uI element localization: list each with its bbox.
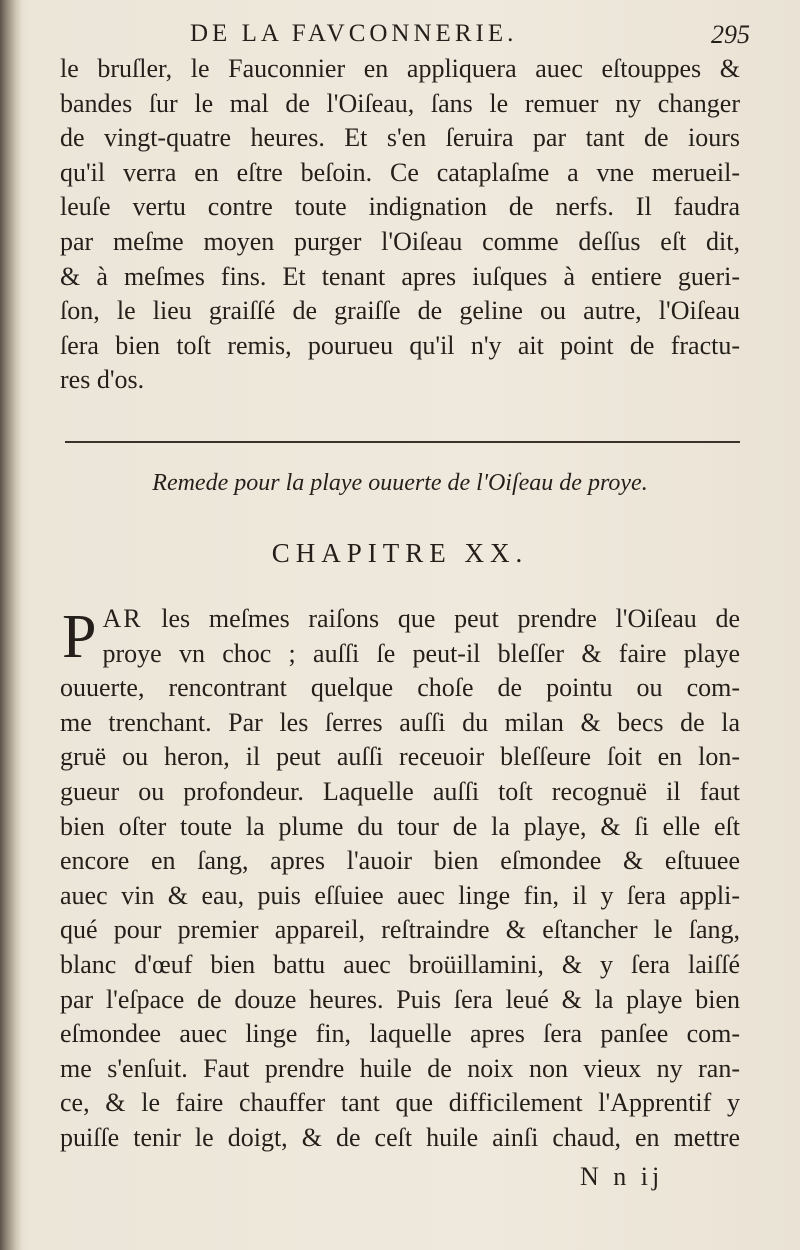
running-head [190, 20, 750, 54]
page-number: 295 [711, 20, 750, 49]
text-line: qu'il verra en eſtre beſoin. Ce cataplaſme a vne merueil- [60, 157, 740, 187]
book-spine-shadow [0, 0, 22, 1250]
text-line: auec vin & eau, puis eſſuiee auec linge fin, il y ſera appli- [60, 880, 740, 910]
chapter-heading: CHAPITRE XX. [271, 538, 529, 568]
text-line-content: les meſmes raiſons que peut prendre l'Oiſeau de [161, 604, 741, 633]
text-line: me trenchant. Par les ſerres auſſi du milan & becs de la [60, 707, 740, 737]
section-title: Remede pour la playe ouuerte de l'Oiſeau de proye. [152, 470, 648, 496]
text-line: ſera bien toſt remis, pourueu qu'il n'y ait point de fractu- [60, 330, 740, 360]
text-line: blanc d'œuf bien battu auec broüillamini, & y ſera laiſſé [60, 949, 740, 979]
text-line: de vingt-quatre heures. Et s'en ſeruira par tant de iours [60, 123, 740, 153]
text-line: leuſe vertu contre toute indignation de nerfs. Il faudra [60, 192, 740, 222]
text-line: le bruſler, le Fauconnier en appliquera auec eſtouppes & [60, 54, 740, 83]
signature-mark: N n ij [580, 1162, 664, 1191]
text-line [60, 602, 740, 637]
text-line: eſmondee auec linge fin, laquelle apres ſera panſee com- [60, 1019, 740, 1049]
running-title: DE LA FAVCONNERIE. [190, 20, 518, 47]
text-line: gruë ou heron, il peut auſſi receuoir bleſſeure ſoit en lon- [60, 742, 740, 772]
text-line: gueur ou profondeur. Laquelle auſſi toſt recognuë il faut [60, 776, 740, 806]
chapter-body [60, 602, 740, 1156]
text-line: bien oſter toute la plume du tour de la playe, & ſi elle eſt [60, 811, 740, 841]
text-line: bandes ſur le mal de l'Oiſeau, ſans le remuer ny changer [60, 88, 740, 118]
first-word-rest: AR [102, 604, 143, 633]
text-line: proye vn choc ; auſſi ſe peut-il bleſſer & faire playe [102, 638, 740, 668]
text-line: puiſſe tenir le doigt, & de ceſt huile ainſi chaud, en mettre [60, 1122, 740, 1152]
top-paragraph [60, 52, 740, 398]
text-line: res d'os. [60, 365, 145, 395]
drop-capital: P [62, 603, 97, 671]
text-line: par l'eſpace de douze heures. Puis ſera leué & la playe bien [60, 984, 740, 1014]
text-line: qué pour premier appareil, reſtraindre & eſtancher le ſang, [60, 915, 740, 945]
text-line: encore en ſang, apres l'auoir bien eſmondee & eſtuuee [60, 846, 740, 876]
text-line: ouuerte, rencontrant quelque choſe de pointu ou com- [60, 673, 740, 703]
text-line: par meſme moyen purger l'Oiſeau comme deſſus eſt dit, [60, 226, 740, 256]
text-line: & à meſmes fins. Et tenant apres iuſques à entiere gueri- [60, 261, 740, 291]
text-line: ce, & le faire chauffer tant que difficilement l'Apprentif y [60, 1088, 740, 1118]
text-line: ſon, le lieu graiſſé de graiſſe de geline ou autre, l'Oiſeau [60, 296, 740, 326]
text-line: me s'enſuit. Faut prendre huile de noix non vieux ny ran- [60, 1053, 740, 1083]
section-divider [65, 441, 740, 443]
